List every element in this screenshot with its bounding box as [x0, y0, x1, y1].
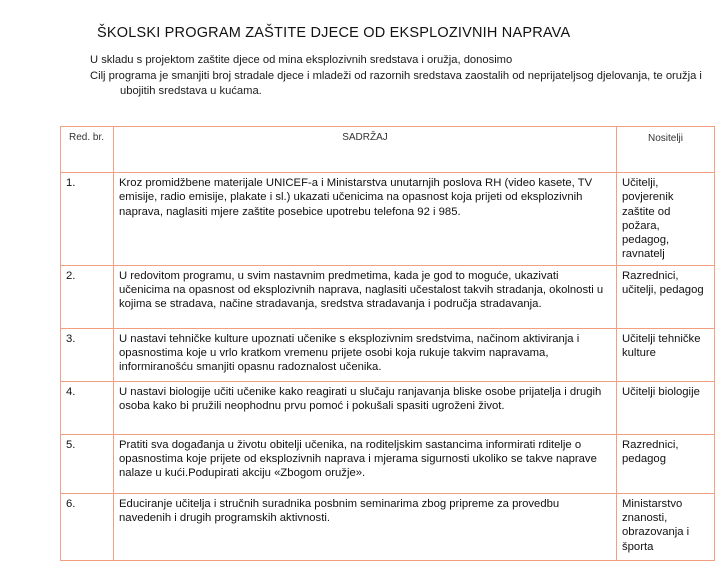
intro-line-1: U skladu s projektom zaštite djece od mina eksplozivnih sredstava i oružja, donosimo — [90, 54, 513, 66]
table-row — [61, 328, 715, 381]
row-holders: Razrednici, pedagog — [617, 434, 715, 493]
header-holders: Nositelji — [617, 127, 715, 173]
intro-line-2: Cilj programa je smanjiti broj stradale djece i mladeži od razornih sredstava zaostalih od neprijateljsog djelovanja, te oružja i — [90, 69, 702, 82]
row-number: 3. — [61, 328, 114, 381]
intro-line-3: ubojitih sredstava u kućama. — [120, 85, 262, 97]
row-content: Educiranje učitelja i stručnih suradnika posbnim seminarima zbog pripreme za provedbu navedenih i drugih programskih aktivnosti. — [114, 493, 617, 560]
program-table — [60, 126, 715, 561]
row-holders: Učitelji, povjerenik zaštite od požara, pedagog, ravnatelj — [617, 173, 715, 266]
row-content: Pratiti sva događanja u životu obitelji učenika, na roditeljskim sastancima informirati rditelje o opasnostima koje prijete od eksplozivnih naprava i mjerama sigurnosti ukoliko se takve naprave nalaze u kući.Podupirati akciju «Zbogom oružje». — [114, 434, 617, 493]
page-title: ŠKOLSKI PROGRAM ZAŠTITE DJECE OD EKSPLOZIVNIH NAPRAVA — [97, 25, 571, 41]
table-row — [61, 493, 715, 560]
row-number: 6. — [61, 493, 114, 560]
table-header-row — [61, 127, 715, 173]
row-content: U nastavi biologije učiti učenike kako reagirati u slučaju ranjavanja bliske osobe prijatelja i drugih osoba kako bi pružili neophodnu prvu pomoć i pokušali spasiti ugroženi život. — [114, 381, 617, 434]
table-row — [61, 434, 715, 493]
table-row — [61, 173, 715, 266]
table-row — [61, 265, 715, 328]
row-holders: Razrednici, učitelji, pedagog — [617, 265, 715, 328]
row-number: 1. — [61, 173, 114, 266]
row-number: 5. — [61, 434, 114, 493]
header-num: Red. br. — [61, 127, 114, 173]
row-number: 4. — [61, 381, 114, 434]
intro-text — [90, 53, 715, 100]
table-row — [61, 381, 715, 434]
row-holders: Ministarstvo znanosti, obrazovanja i športa — [617, 493, 715, 560]
row-number: 2. — [61, 265, 114, 328]
row-content: Kroz promidžbene materijale UNICEF-a i Ministarstva unutarnjih poslova RH (video kasete, TV emisije, radio emisije, plakate i sl.) ukazati učenicima na opasnost koja prijeti od eksplozivnih naprava, naglasiti mjere zaštite posebice upotrebu telefona 92 i 985. — [114, 173, 617, 266]
row-holders: Učitelji tehničke kulture — [617, 328, 715, 381]
row-content: U redovitom programu, u svim nastavnim predmetima, kada je god to moguće, ukazivati učenicima na opasnost od eksplozivnih naprava, naglasiti učestalost takvih stradanja, okolnosti u kojima se stradava, načine stradavanja, sredstva stradavanja i područja stradavanja. — [114, 265, 617, 328]
row-content: U nastavi tehničke kulture upoznati učenike s eksplozivnim sredstvima, načinom aktiviranja i opasnostima koje u vrlo kratkom vremenu prijete osobi koja rukuje takvim napravama, informiranošću smanjiti opasnu radoznalost učenika. — [114, 328, 617, 381]
row-holders: Učitelji biologije — [617, 381, 715, 434]
header-content: SADRŽAJ — [114, 127, 617, 173]
